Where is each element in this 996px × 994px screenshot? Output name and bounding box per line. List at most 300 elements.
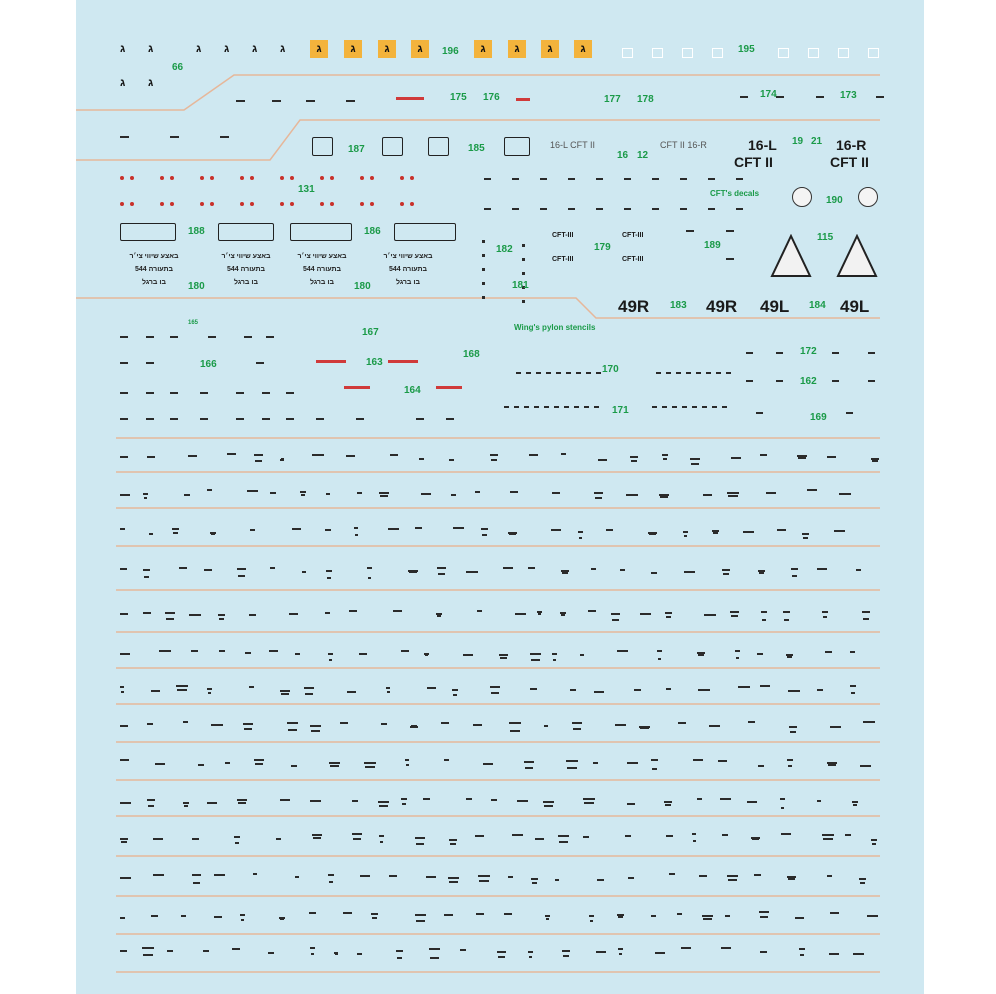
decal-number: 163 bbox=[366, 357, 383, 368]
stencil-mark bbox=[386, 687, 390, 689]
chevron-decal: ג bbox=[148, 77, 154, 89]
stencil-mark bbox=[823, 838, 833, 840]
stencil-mark bbox=[249, 686, 254, 688]
stencil-mark bbox=[732, 457, 740, 459]
stencil-mark bbox=[421, 493, 431, 495]
stencil-mark bbox=[727, 875, 738, 877]
stencil-mark bbox=[243, 723, 253, 725]
stencil-mark bbox=[309, 912, 316, 914]
stencil-mark bbox=[871, 839, 877, 841]
stencil-mark bbox=[437, 567, 446, 569]
pylon-number-decal: 49L bbox=[840, 297, 870, 316]
stencil-mark bbox=[598, 459, 607, 461]
stencil-mark bbox=[825, 651, 832, 653]
red-dot-decal bbox=[210, 176, 214, 180]
stencil-mark bbox=[148, 805, 154, 807]
hebrew-stencil: בו ברגל bbox=[396, 279, 420, 286]
stencil-mark bbox=[441, 722, 449, 724]
cfts-decals-caption: CFT's decals bbox=[710, 189, 760, 198]
stencil-mark bbox=[482, 254, 485, 257]
stencil-mark bbox=[827, 762, 837, 764]
stencil-mark bbox=[426, 876, 436, 878]
stencil-mark bbox=[482, 534, 487, 536]
stencil-mark bbox=[540, 208, 547, 210]
stencil-mark bbox=[827, 875, 832, 877]
stencil-mark bbox=[589, 915, 594, 917]
stencil-mark bbox=[561, 453, 566, 455]
stencil-mark bbox=[731, 615, 738, 617]
pylon-number-decal: 49R bbox=[618, 297, 650, 316]
stencil-mark bbox=[173, 532, 178, 534]
stencil-mark bbox=[235, 842, 239, 844]
decal-number: 174 bbox=[760, 89, 777, 100]
red-stencil-decal bbox=[388, 360, 418, 363]
stencil-mark bbox=[522, 244, 525, 247]
stencil-mark bbox=[368, 577, 371, 579]
stencil-mark bbox=[170, 136, 179, 138]
stencil-mark bbox=[143, 612, 151, 614]
stencil-mark bbox=[327, 577, 331, 579]
stencil-mark bbox=[708, 208, 715, 210]
stencil-mark bbox=[860, 765, 871, 767]
stencil-mark bbox=[153, 838, 163, 840]
stencil-mark bbox=[579, 537, 582, 539]
red-dot-decal bbox=[170, 176, 174, 180]
stencil-mark bbox=[802, 533, 809, 535]
stencil-mark bbox=[427, 687, 436, 689]
red-stencil-decal bbox=[396, 97, 424, 100]
stencil-mark bbox=[517, 800, 528, 802]
decal-number: 171 bbox=[612, 405, 629, 416]
stencil-mark bbox=[619, 953, 622, 955]
stencil-mark bbox=[444, 759, 449, 761]
stencil-mark bbox=[783, 611, 790, 613]
stencil-mark bbox=[703, 494, 712, 496]
stencil-mark bbox=[326, 570, 332, 572]
stencil-mark bbox=[372, 917, 377, 919]
stencil-mark bbox=[625, 835, 631, 837]
stencil-mark bbox=[346, 100, 355, 102]
stencil-mark bbox=[415, 837, 425, 839]
stencil-mark bbox=[256, 362, 264, 364]
stencil-mark bbox=[280, 799, 290, 801]
stencil-mark bbox=[728, 879, 737, 881]
stencil-mark bbox=[514, 406, 519, 408]
stencil-mark bbox=[121, 802, 130, 804]
stencil-mark bbox=[526, 372, 531, 374]
guide-lines bbox=[76, 0, 924, 994]
red-dot-decal bbox=[360, 176, 364, 180]
stencil-mark bbox=[704, 614, 716, 616]
stencil-mark bbox=[436, 613, 442, 615]
hebrew-stencil: בתעורה 544 bbox=[389, 266, 427, 273]
stencil-mark bbox=[292, 528, 301, 530]
stencil-mark bbox=[788, 690, 800, 692]
stencil-mark bbox=[723, 573, 729, 575]
stencil-mark bbox=[227, 453, 236, 455]
stencil-mark bbox=[270, 492, 276, 494]
stencil-mark bbox=[120, 392, 128, 394]
stencil-mark bbox=[120, 613, 128, 615]
stencil-mark bbox=[652, 768, 657, 770]
stencil-mark bbox=[594, 492, 603, 494]
red-dot-decal bbox=[320, 202, 324, 206]
stencil-mark bbox=[188, 455, 197, 457]
stencil-mark bbox=[357, 953, 362, 955]
stencil-mark bbox=[862, 611, 870, 613]
decal-number: 178 bbox=[637, 94, 654, 105]
outline-box-decal bbox=[394, 223, 456, 241]
stencil-mark bbox=[151, 915, 158, 917]
stencil-mark bbox=[249, 614, 256, 616]
stencil-mark bbox=[868, 380, 875, 382]
stencil-mark bbox=[660, 496, 668, 498]
stencil-mark bbox=[562, 950, 570, 952]
stencil-mark bbox=[678, 722, 686, 724]
stencil-mark bbox=[482, 296, 485, 299]
red-stencil-decal bbox=[316, 360, 346, 363]
stencil-mark bbox=[379, 835, 384, 837]
stencil-mark bbox=[699, 689, 709, 691]
stencil-mark bbox=[438, 573, 445, 575]
stencil-mark bbox=[522, 258, 525, 261]
stencil-mark bbox=[120, 494, 130, 496]
stencil-mark bbox=[509, 722, 521, 724]
stencil-mark bbox=[693, 840, 696, 842]
outline-box-decal bbox=[382, 137, 403, 156]
stencil-mark bbox=[640, 727, 649, 729]
decal-number: 19 bbox=[792, 136, 804, 147]
stencil-mark bbox=[553, 659, 556, 661]
stencil-mark bbox=[416, 418, 424, 420]
decal-number: 185 bbox=[468, 143, 485, 154]
stencil-mark bbox=[272, 100, 281, 102]
stencil-mark bbox=[850, 651, 855, 653]
stencil-mark bbox=[780, 798, 785, 800]
stencil-mark bbox=[559, 841, 568, 843]
stencil-mark bbox=[665, 804, 671, 806]
stencil-mark bbox=[863, 721, 875, 723]
stencil-mark bbox=[574, 406, 579, 408]
stencil-mark bbox=[250, 529, 255, 531]
decal-number: 181 bbox=[512, 280, 529, 291]
stencil-mark bbox=[759, 911, 769, 913]
stencil-mark bbox=[630, 456, 638, 458]
stencil-mark bbox=[583, 798, 595, 800]
stencil-mark bbox=[146, 362, 154, 364]
stencil-mark bbox=[415, 527, 422, 529]
stencil-mark bbox=[183, 802, 189, 804]
stencil-mark bbox=[335, 953, 338, 955]
red-dot-decal bbox=[400, 202, 404, 206]
stencil-mark bbox=[524, 761, 534, 763]
stencil-mark bbox=[120, 838, 128, 840]
stencil-mark bbox=[356, 418, 364, 420]
stencil-mark bbox=[393, 610, 402, 612]
outline-box-decal bbox=[428, 137, 449, 156]
decal-number: 176 bbox=[483, 92, 500, 103]
decal-number: 187 bbox=[348, 144, 365, 155]
stencil-mark bbox=[286, 392, 294, 394]
stencil-mark bbox=[832, 352, 839, 354]
stencil-mark bbox=[588, 610, 596, 612]
stencil-mark bbox=[268, 952, 274, 954]
stencil-mark bbox=[329, 762, 340, 764]
stencil-mark bbox=[624, 178, 631, 180]
stencil-mark bbox=[214, 916, 222, 918]
stencil-mark bbox=[387, 691, 390, 693]
stencil-mark bbox=[697, 652, 705, 654]
stencil-mark bbox=[736, 178, 743, 180]
stencil-mark bbox=[665, 612, 672, 614]
stencil-mark bbox=[666, 372, 671, 374]
stencil-mark bbox=[191, 650, 198, 652]
stencil-mark bbox=[531, 659, 540, 661]
stencil-mark bbox=[756, 412, 763, 414]
stencil-mark bbox=[666, 688, 671, 690]
stencil-mark bbox=[311, 953, 314, 955]
decal-number: 166 bbox=[200, 359, 217, 370]
stencil-mark bbox=[652, 406, 657, 408]
stencil-mark bbox=[330, 765, 339, 767]
stencil-mark bbox=[529, 454, 538, 456]
stencil-mark bbox=[595, 497, 602, 499]
decal-number: 189 bbox=[704, 240, 721, 251]
stencil-mark bbox=[120, 336, 128, 338]
stencil-mark bbox=[193, 882, 200, 884]
stencil-mark bbox=[200, 418, 208, 420]
stencil-mark bbox=[181, 915, 186, 917]
outline-box-decal bbox=[290, 223, 352, 241]
stencil-mark bbox=[147, 456, 155, 458]
stencil-mark bbox=[203, 950, 209, 952]
stencil-mark bbox=[452, 689, 458, 691]
stencil-mark bbox=[736, 208, 743, 210]
stencil-mark bbox=[672, 406, 677, 408]
stencil-mark bbox=[703, 918, 712, 920]
stencil-mark bbox=[868, 352, 875, 354]
chevron-decal: ג bbox=[120, 43, 126, 55]
stencil-mark bbox=[466, 798, 472, 800]
stencil-mark bbox=[490, 454, 498, 456]
stencil-mark bbox=[681, 947, 691, 949]
stencil-mark bbox=[280, 690, 290, 692]
stencil-mark bbox=[143, 493, 148, 495]
stencil-mark bbox=[200, 392, 208, 394]
stencil-mark bbox=[850, 685, 856, 687]
stencil-mark bbox=[776, 380, 783, 382]
stencil-mark bbox=[743, 531, 754, 533]
stencil-mark bbox=[120, 917, 125, 919]
stencil-mark bbox=[615, 724, 626, 726]
stencil-mark bbox=[304, 687, 314, 689]
stencil-mark bbox=[692, 406, 697, 408]
stencil-mark bbox=[481, 528, 488, 530]
stencil-mark bbox=[153, 874, 164, 876]
stencil-mark bbox=[596, 372, 601, 374]
stencil-mark bbox=[680, 178, 687, 180]
stencil-mark bbox=[360, 875, 370, 877]
stencil-mark bbox=[572, 722, 582, 724]
stencil-mark bbox=[611, 613, 620, 615]
stencil-mark bbox=[760, 951, 767, 953]
decal-number: 196 bbox=[442, 46, 459, 57]
stencil-mark bbox=[220, 136, 229, 138]
stencil-mark bbox=[535, 838, 544, 840]
stencil-mark bbox=[121, 653, 129, 655]
stencil-mark bbox=[776, 96, 784, 98]
stencil-mark bbox=[236, 100, 245, 102]
stencil-mark bbox=[482, 268, 485, 271]
stencil-mark bbox=[736, 657, 739, 659]
stencil-mark bbox=[280, 918, 284, 920]
stencil-mark bbox=[546, 372, 551, 374]
decal-number: 179 bbox=[594, 242, 611, 253]
stencil-mark bbox=[448, 877, 459, 879]
stencil-mark bbox=[851, 692, 855, 694]
pylon-number-decal: 49R bbox=[706, 297, 738, 316]
stencil-mark bbox=[863, 618, 869, 620]
stencil-mark bbox=[567, 767, 577, 769]
stencil-mark bbox=[580, 654, 584, 656]
red-dot-decal bbox=[400, 176, 404, 180]
stencil-mark bbox=[686, 230, 694, 232]
white-tab-decal bbox=[712, 48, 723, 58]
stencil-mark bbox=[238, 575, 245, 577]
stencil-mark bbox=[449, 459, 454, 461]
stencil-mark bbox=[238, 802, 246, 804]
stencil-mark bbox=[781, 807, 784, 809]
stencil-mark bbox=[856, 569, 861, 571]
stencil-mark bbox=[300, 491, 306, 493]
stencil-mark bbox=[512, 178, 519, 180]
red-dot-decal bbox=[250, 202, 254, 206]
stencil-mark bbox=[184, 494, 190, 496]
stencil-mark bbox=[343, 912, 352, 914]
stencil-mark bbox=[402, 803, 406, 805]
stencil-mark bbox=[325, 529, 331, 531]
stencil-mark bbox=[596, 178, 603, 180]
decal-number: 182 bbox=[496, 244, 513, 255]
stencil-mark bbox=[699, 875, 707, 877]
stencil-mark bbox=[752, 838, 759, 840]
hebrew-stencil: בתעורה 544 bbox=[227, 266, 265, 273]
stencil-mark bbox=[816, 96, 824, 98]
decal-sheet bbox=[76, 0, 924, 994]
stencil-mark bbox=[328, 653, 333, 655]
stencil-mark bbox=[401, 798, 407, 800]
yellow-tab-decal: ג bbox=[508, 40, 526, 58]
stencil-mark bbox=[364, 762, 376, 764]
stencil-mark bbox=[262, 418, 270, 420]
stencil-mark bbox=[740, 96, 748, 98]
red-dot-decal bbox=[370, 176, 374, 180]
stencil-mark bbox=[799, 948, 805, 950]
stencil-mark bbox=[281, 693, 289, 695]
stencil-mark bbox=[692, 833, 696, 835]
stencil-mark bbox=[305, 693, 313, 695]
decal-number: 180 bbox=[188, 281, 205, 292]
outline-box-decal bbox=[312, 137, 333, 156]
stencil-mark bbox=[151, 690, 160, 692]
stencil-mark bbox=[498, 956, 505, 958]
cft3-stencil: CFT-III bbox=[622, 232, 644, 239]
stencil-mark bbox=[798, 457, 806, 459]
stencil-mark bbox=[552, 492, 560, 494]
stencil-mark bbox=[253, 873, 257, 875]
stencil-mark bbox=[726, 258, 734, 260]
decal-number: 165 bbox=[188, 320, 199, 326]
yellow-tab-decal: ג bbox=[474, 40, 492, 58]
stencil-mark bbox=[834, 530, 845, 532]
stencil-mark bbox=[590, 920, 593, 922]
stencil-mark bbox=[329, 881, 333, 883]
stencil-mark bbox=[406, 764, 409, 766]
stencil-mark bbox=[146, 392, 154, 394]
stencil-mark bbox=[515, 613, 526, 615]
stencil-mark bbox=[738, 686, 750, 688]
stencil-mark bbox=[247, 490, 258, 492]
stencil-mark bbox=[490, 686, 500, 688]
stencil-mark bbox=[563, 955, 569, 957]
hebrew-stencil: בתעורה 544 bbox=[303, 266, 341, 273]
stencil-mark bbox=[244, 336, 252, 338]
decal-number: 12 bbox=[637, 150, 649, 161]
stencil-mark bbox=[120, 362, 128, 364]
stencil-mark bbox=[287, 722, 298, 724]
stencil-mark bbox=[620, 569, 625, 571]
stencil-mark bbox=[207, 688, 212, 690]
decal-number: 195 bbox=[738, 44, 755, 55]
stencil-mark bbox=[429, 948, 440, 950]
stencil-mark bbox=[606, 529, 613, 531]
stencil-mark bbox=[561, 614, 565, 616]
stencil-mark bbox=[380, 841, 383, 843]
stencil-mark bbox=[634, 689, 641, 691]
stencil-mark bbox=[690, 458, 700, 460]
stencil-mark bbox=[142, 947, 154, 949]
stencil-mark bbox=[508, 876, 513, 878]
stencil-mark bbox=[352, 833, 362, 835]
stencil-mark bbox=[192, 874, 201, 876]
stencil-mark bbox=[254, 454, 263, 456]
stencil-mark bbox=[236, 418, 244, 420]
decal-number: 184 bbox=[809, 300, 826, 311]
stencil-mark bbox=[430, 957, 439, 959]
stencil-mark bbox=[365, 766, 375, 768]
stencil-mark bbox=[121, 691, 124, 693]
stencil-mark bbox=[312, 454, 324, 456]
stencil-mark bbox=[554, 406, 559, 408]
stencil-mark bbox=[746, 352, 753, 354]
stencil-mark bbox=[328, 874, 334, 876]
stencil-mark bbox=[255, 763, 263, 765]
stencil-mark bbox=[669, 873, 675, 875]
stencil-mark bbox=[524, 406, 529, 408]
stencil-mark bbox=[830, 912, 839, 914]
stencil-mark bbox=[167, 950, 173, 952]
stencil-mark bbox=[254, 759, 264, 761]
stencil-mark bbox=[787, 656, 792, 658]
yellow-tab-decal: ג bbox=[378, 40, 396, 58]
stencil-mark bbox=[536, 372, 541, 374]
stencil-mark bbox=[748, 721, 755, 723]
stencil-mark bbox=[170, 392, 178, 394]
stencil-mark bbox=[192, 838, 199, 840]
stencil-mark bbox=[371, 913, 378, 915]
red-stencil-decal bbox=[344, 386, 370, 389]
stencil-mark bbox=[617, 650, 628, 652]
